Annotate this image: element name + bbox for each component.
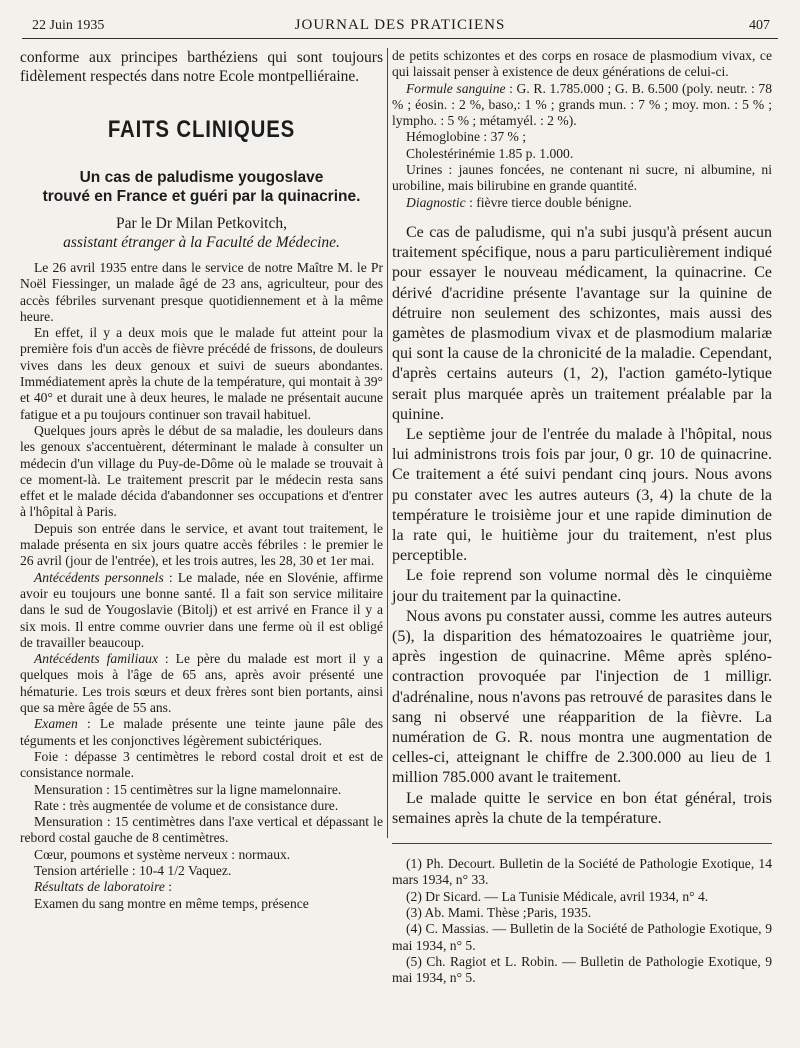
body-paragraph — [20, 798, 383, 814]
footnote: (5) Ch. Ragiot et L. Robin. — Bulletin de Pathologie Exotique, 9 mai 1934, n° 5. — [392, 953, 772, 986]
body-paragraph — [20, 260, 383, 325]
discussion-paragraph: Le foie reprend son volume normal dès le cinquième jour du traitement par la quinactine. — [392, 567, 772, 605]
body-paragraph — [20, 325, 383, 423]
paragraph-text: de petits schizontes et des corps en rosace de plasmodium vivax, ce qui laissait penser à existence de deux générations de celui-ci. — [392, 48, 772, 80]
paragraph-text: Le 26 avril 1935 entre dans le service de notre Maître M. le Pr Noël Fiessinger, un malade âgé de 23 ans, agriculteur, pour des accès fébriles survenant presque quotidiennement et à la même heure. — [20, 260, 383, 324]
body-paragraph — [20, 863, 383, 879]
paragraph-lead: Formule sanguine — [406, 80, 506, 96]
footnote: (1) Ph. Decourt. Bulletin de la Société de Pathologie Exotique, 14 mars 1934, n° 33. — [392, 856, 772, 888]
paragraph-text: Tension artérielle : 10-4 1/2 Vaquez. — [34, 862, 232, 878]
lab-paragraph — [392, 162, 772, 195]
paragraph-text: Foie : dépasse 3 centimètres le rebord costal droit et est de consistance normale. — [20, 748, 383, 781]
body-paragraph — [20, 423, 383, 521]
body-paragraph — [20, 651, 383, 716]
lab-paragraph — [392, 81, 772, 130]
paragraph-text: En effet, il y a deux mois que le malade fut atteint pour la première fois d'un accès de fièvre précédé de frissons, de douleurs vives dans les deux genoux et suivi de sueurs abondantes. Immédiatement après la chute de la température, qui montait à 39° et 40° et durait une à deux heures, le malade ne présentait aucune fatigue et a pu toujours continuer son travail habituel. — [20, 325, 383, 422]
intro-paragraph: conforme aux principes barthéziens qui sont toujours fidèlement respectés dans notre Ecole montpelliéraine. — [20, 49, 383, 85]
page-number: 407 — [749, 18, 770, 33]
lab-paragraph — [392, 195, 772, 211]
discussion-paragraph: Nous avons pu constater aussi, comme les autres auteurs (5), la disparition des hématozoaires le quatrième jour, après ingestion de quinacrine. Même après spléno-contraction provoquée par l'injection de 1 milligr. d'adrénaline, nous n'avons pas retrouvé de parasites dans le sang ni observé une réapparition de la fièvre. La numération de G. R. nous montra une augmentation de celles-ci, atteignant le chiffre de 2.300.000 au lieu de 1 million 785.000 avant le traitement. — [392, 607, 772, 787]
paragraph-lead: Diagnostic — [406, 194, 466, 210]
article-body-left — [20, 260, 383, 912]
section-heading: FAITS CLINIQUES — [107, 116, 296, 143]
footnote: (2) Dr Sicard. — La Tunisie Médicale, avril 1934, n° 4. — [406, 888, 709, 904]
body-paragraph — [20, 847, 383, 863]
issue-date: 22 Juin 1935 — [32, 18, 105, 33]
paragraph-text: Mensuration : 15 centimètres dans l'axe vertical et dépassant le rebord costal gauche de 8 centimètres. — [20, 814, 383, 846]
footnote: (3) Ab. Mami. Thèse ;Paris, 1935. — [406, 904, 592, 920]
left-column — [20, 48, 383, 912]
right-column — [392, 48, 772, 986]
paragraph-text: : G. R. 1.785.000 ; G. B. 6.500 (poly. neutr. : 78 % ; éosin. : 2 %, baso,: 1 % ; grands mun. : 7 % ; moy. mon. : 5 % ; lympho. : 5 % ; métamyél. : 2 %). — [392, 80, 772, 129]
paragraph-text: Mensuration : 15 centimètres sur la ligne mamelonnaire. — [34, 781, 342, 797]
paragraph-lead: Antécédents personnels — [34, 569, 164, 585]
journal-title: JOURNAL DES PRATICIENS — [294, 17, 506, 33]
paragraph-text: Examen du sang montre en même temps, présence — [34, 895, 309, 911]
running-header — [22, 16, 778, 39]
article-title-line1: Un cas de paludisme yougoslave — [79, 169, 324, 186]
footnote-separator — [392, 843, 772, 844]
paragraph-text: Cœur, poumons et système nerveux : normaux. — [34, 846, 291, 862]
body-paragraph — [20, 521, 383, 570]
paragraph-text: Hémoglobine : 37 % ; — [406, 129, 527, 145]
paragraph-text: Depuis son entrée dans le service, et avant tout traitement, le malade présenta en six jours quatre accès fébriles : le premier le 26 avril (jour de l'entrée), et les trois autres, les 28, 30 et 1er mai. — [20, 520, 383, 569]
body-paragraph — [20, 879, 383, 895]
footnotes — [392, 856, 772, 986]
paragraph-text: Quelques jours après le début de sa maladie, les douleurs dans les genoux s'accentuèrent, déterminant le malade à consulter un médecin d'un village du Puy-de-Dôme où le malade se trouvait à ce moment-là. Le traitement prescrit par le médecin resta sans effet et le malade décida d'abandonner ses occupations et d'entrer à l'hôpital à Paris. — [20, 422, 383, 520]
lab-paragraph — [392, 48, 772, 81]
paragraph-text: : fièvre tierce double bénigne. — [465, 194, 632, 210]
paragraph-text: : Le malade présente une teinte jaune pâle des téguments et les conjonctives légèrement subictériques. — [20, 716, 383, 748]
lab-results — [392, 48, 772, 211]
lab-paragraph — [392, 146, 772, 162]
body-paragraph — [20, 814, 383, 847]
body-paragraph — [20, 749, 383, 782]
paragraph-lead: Résultats de laboratoire — [34, 879, 165, 895]
column-divider — [387, 48, 388, 838]
paragraph-lead: Antécédents familiaux — [34, 651, 158, 667]
discussion-paragraph: Le septième jour de l'entrée du malade à l'hôpital, nous lui administrons trois fois par jour, 0 gr. 10 de quinacrine. Ce traitement a été suivi pendant cinq jours. Nous avons pu constater avec les autres auteurs (3, 4) la chute de la température le troisième jour et une rapide diminution de la rate qui, le huitième jour du traitement, n'est plus perceptible. — [392, 426, 772, 565]
body-paragraph — [20, 570, 383, 651]
article-title-line2: trouvé en France et guéri par la quinacrine. — [42, 188, 361, 205]
paragraph-text: : — [164, 879, 173, 895]
paragraph-text: Urines : jaunes foncées, ne contenant ni sucre, ni albumine, ni urobiline, mais bilirubine en grande quantité. — [392, 162, 772, 194]
body-paragraph — [20, 716, 383, 749]
discussion-paragraph: Ce cas de paludisme, qui n'a subi jusqu'à présent aucun traitement spécifique, nous a paru particulièrement indiqué pour essayer le nouveau médicament, la quinacrine. Ce dérivé d'acridine présente l'avantage sur la quinine de détruire non seulement des schizontes, mais aussi des gamètes de plasmodium vivax et de plasmodium malariæ qui sont la cause de la chronicité de la maladie. Cependant, d'après certains auteurs (1, 2), l'action gaméto-lytique serait plus marquée après un traitement préalable par la quinine. — [392, 223, 772, 423]
paragraph-text: Rate : très augmentée de volume et de consistance dure. — [34, 797, 339, 813]
lab-paragraph — [392, 129, 772, 145]
paragraph-text: Cholestérinémie 1.85 p. 1.000. — [406, 145, 574, 161]
author-affiliation: assistant étranger à la Faculté de Médecine. — [63, 234, 340, 251]
paragraph-lead: Examen — [34, 716, 78, 732]
body-paragraph — [20, 782, 383, 798]
body-paragraph — [20, 896, 383, 912]
paragraph-text: : Le père du malade est mort il y a quelques mois à l'âge de 65 ans, après avoir présenté une hématurie. Les trois sœurs et deux frères sont bien portants, ainsi que sa mère âgée de 55 ans. — [20, 651, 383, 716]
footnote: (4) C. Massias. — Bulletin de la Société de Pathologie Exotique, 9 mai 1934, n° 5. — [392, 921, 772, 953]
author-byline: Par le Dr Milan Petkovitch, — [116, 215, 287, 232]
discussion-paragraph: Le malade quitte le service en bon état général, trois semaines après la chute de la température. — [392, 789, 772, 827]
paragraph-text: : Le malade, née en Slovénie, affirme avoir eu toujours une bonne santé. Il a fait son service militaire dans le sud de Yougoslavie (Bitolj) et est arrivé en France il y a six mois. Il entre comme ouvrier dans une ferme où il est obligé de travailler beaucoup. — [20, 569, 383, 650]
article-body-right — [392, 223, 772, 829]
